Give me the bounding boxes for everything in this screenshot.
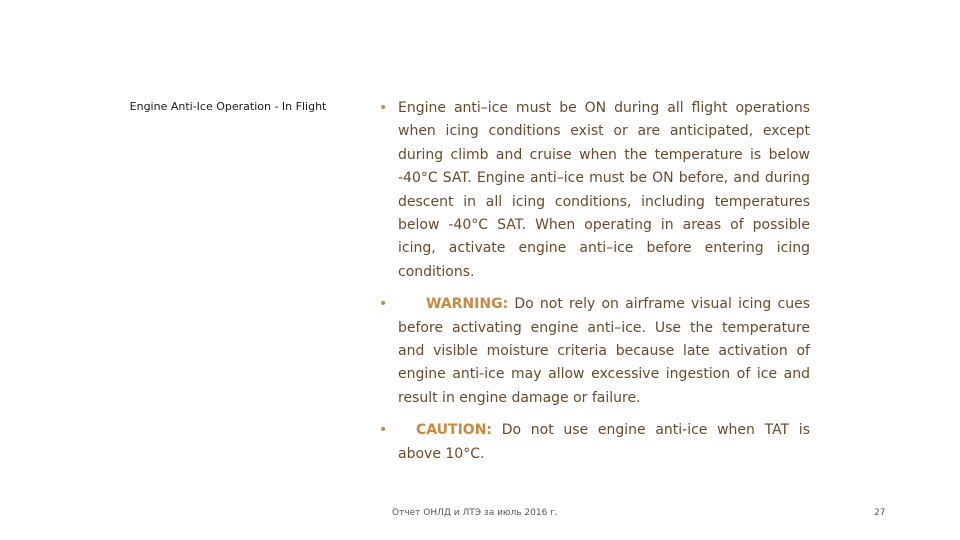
caution-label: CAUTION:: [416, 422, 493, 439]
slide-title: Engine Anti-Ice Operation - In Flight: [129, 100, 327, 113]
bullet-dot-icon: •: [379, 422, 388, 439]
bullet-dot-icon: •: [379, 100, 388, 116]
bullet-item: [372, 97, 810, 284]
footer-text: Отчет ОНЛД и ЛТЭ за июль 2016 г.: [392, 508, 558, 518]
bullet-item-warning: [372, 293, 810, 410]
caution-text: Do not use engine anti-ice when TAT is above 10°C.: [398, 422, 810, 462]
warning-text: Do not rely on airframe visual icing cues before activating engine anti–ice. Use the temperature and visible moisture criteria because late activation of engine anti-ice may allow excessive ingestion of ice and result in engine damage or failure.: [398, 296, 810, 406]
page-number: 27: [874, 508, 886, 518]
bullet-dot-icon: •: [379, 296, 388, 313]
bullet-list: [372, 97, 810, 475]
warning-label: WARNING:: [426, 296, 509, 313]
bullet-item-caution: [372, 419, 810, 466]
bullet-text: Engine anti–ice must be ON during all flight operations when icing conditions exist or are anticipated, except during climb and cruise when the temperature is below -40°C SAT. Engine anti–ice must be ON before, and during descent in all icing conditions, including temperatures below -40°C SAT. When operating in areas of possible icing, activate engine anti–ice before entering icing conditions.: [398, 100, 810, 280]
